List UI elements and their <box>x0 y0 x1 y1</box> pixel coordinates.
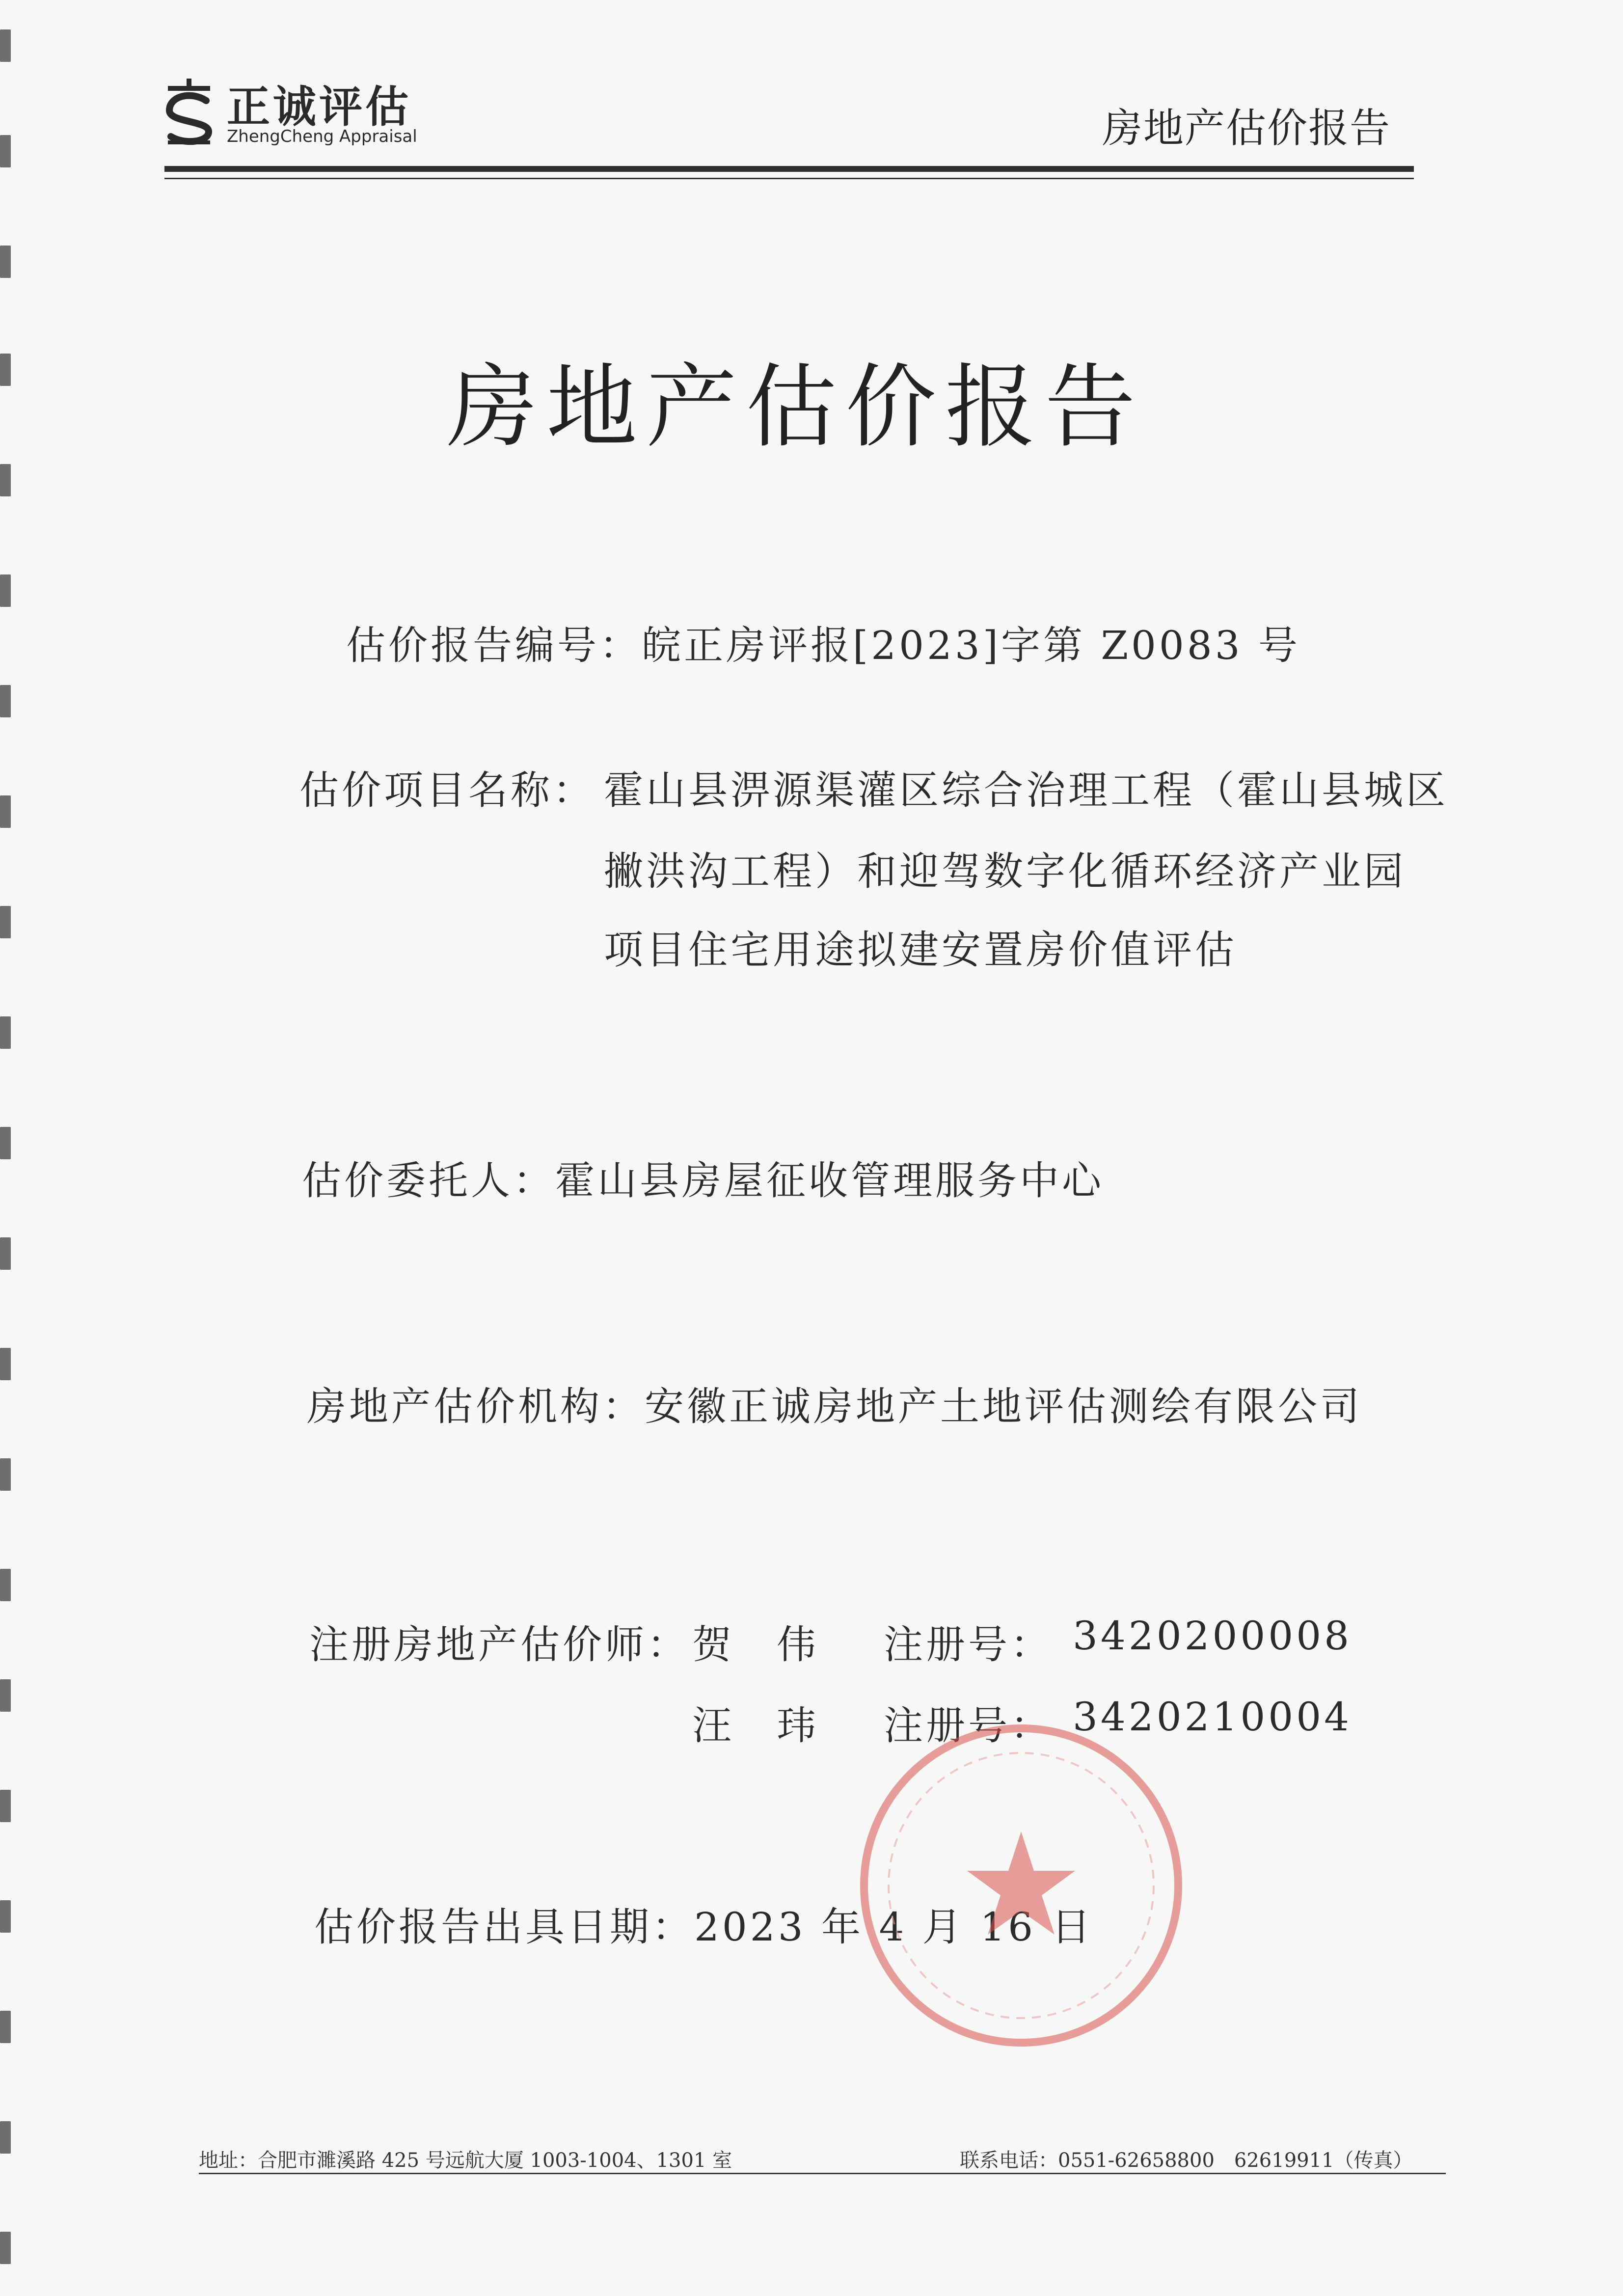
binding-mark <box>0 1016 11 1049</box>
client: 估价委托人：霍山县房屋征收管理服务中心 <box>302 1158 1104 1203</box>
company-logo-name: 正诚评估 <box>227 82 412 132</box>
header-rule-thin <box>164 178 1414 179</box>
binding-mark <box>0 2121 11 2154</box>
footer-address: 地址：合肥市濉溪路 425 号远航大厦 1003-1004、1301 室 <box>199 2149 732 2172</box>
binding-mark <box>0 1127 11 1159</box>
binding-mark <box>0 2011 11 2043</box>
binding-mark <box>0 29 11 62</box>
project-name-label: 估价项目名称： <box>299 767 595 813</box>
registration-label: 注册号： <box>884 1622 1053 1667</box>
footer-rule <box>199 2173 1446 2174</box>
binding-mark <box>0 1458 11 1491</box>
binding-mark <box>0 1237 11 1270</box>
project-name-line2: 撇洪沟工程）和迎驾数字化循环经济产业园 <box>604 848 1406 894</box>
registration-number: 3420200008 <box>1073 1613 1352 1659</box>
header-report-type: 房地产估价报告 <box>1102 105 1391 152</box>
binding-mark <box>0 464 11 496</box>
binding-mark <box>0 685 11 717</box>
project-name-line3: 项目住宅用途拟建安置房价值评估 <box>604 927 1237 973</box>
registration-label: 注册号： <box>884 1703 1053 1749</box>
company-logo-icon <box>162 74 216 147</box>
binding-mark <box>0 354 11 386</box>
footer-contact: 联系电话：0551-62658800 62619911（传真） <box>960 2149 1413 2172</box>
appraiser-label: 注册房地产估价师： <box>309 1622 689 1667</box>
red-star-seal-icon <box>854 1719 1188 2052</box>
binding-mark <box>0 1569 11 1601</box>
binding-mark <box>0 1679 11 1712</box>
binding-mark <box>0 246 11 278</box>
binding-mark <box>0 1900 11 1933</box>
company-logo-english: ZhengCheng Appraisal <box>227 127 417 146</box>
appraiser-name: 汪 玮 <box>692 1703 819 1749</box>
binding-mark <box>0 906 11 938</box>
binding-mark <box>0 795 11 828</box>
page-title: 房地产估价报告 <box>447 354 1144 460</box>
issue-date: 估价报告出具日期：2023 年 4 月 16 日 <box>314 1904 1094 1950</box>
binding-mark <box>0 574 11 607</box>
binding-mark <box>0 1790 11 1822</box>
report-number: 估价报告编号：皖正房评报[2023]字第 Z0083 号 <box>346 623 1301 668</box>
project-name-line1: 霍山县淠源渠灌区综合治理工程（霍山县城区 <box>604 767 1448 813</box>
binding-mark <box>0 1348 11 1380</box>
binding-mark <box>0 135 11 167</box>
appraisal-agency: 房地产估价机构：安徽正诚房地产土地评估测绘有限公司 <box>307 1384 1362 1429</box>
binding-mark <box>0 2232 11 2264</box>
header-rule <box>164 166 1414 172</box>
appraiser-name: 贺 伟 <box>692 1622 819 1667</box>
registration-number: 3420210004 <box>1073 1694 1352 1740</box>
